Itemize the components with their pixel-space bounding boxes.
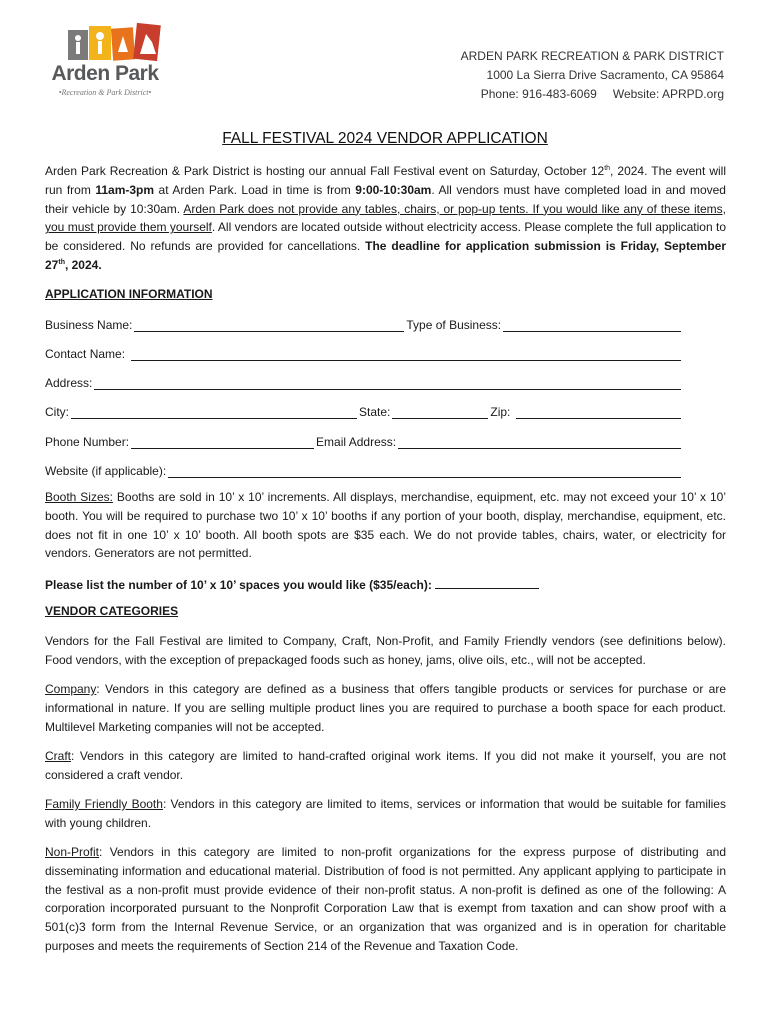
logo-subtitle: •Recreation & Park District• [58,88,152,97]
district-phone: Phone: 916-483-6069 [480,87,597,101]
company-paragraph [45,680,726,736]
vendor-categories-heading: VENDOR CATEGORIES [45,604,179,618]
intro-text-5: . All vendors are located outside without electricity access. Please complete the full application to be considered. No refunds are provided for cancellations. [45,220,726,254]
email-field[interactable] [398,435,681,449]
address-label: Address: [45,376,93,390]
application-heading: APPLICATION INFORMATION [45,287,213,301]
contact-row [45,343,681,361]
district-name: ARDEN PARK RECREATION & PARK DISTRICT [460,49,724,63]
district-header [461,47,724,104]
company-label: Company [45,682,97,696]
spaces-question-text: Please list the number of 10’ x 10’ spaces you would like ($35/each): [45,578,432,592]
page-title: FALL FESTIVAL 2024 VENDOR APPLICATION [222,130,548,147]
booth-sizes-text: Booths are sold in 10’ x 10’ increments. All displays, merchandise, equipment, etc. may not exceed your 10’ x 10’ booth. You will be required to purchase two 10’ x 10’ booths if any portion of your booth, display, merchandise, equipment, etc. does not fit in one 10’ x 10’ booth. All booth spots are $35 each. We do not provide tables, chairs, water, or electricity for vendors. Generators are not permitted. [45,490,727,561]
family-friendly-paragraph [45,795,726,833]
phone-row [45,431,681,449]
business-name-label: Business Name: [45,318,133,332]
website-field[interactable] [168,464,681,478]
deadline-sup: th [58,258,65,266]
deadline-b: , 2024. [64,257,102,272]
spaces-field[interactable] [435,576,539,589]
district-address: 1000 La Sierra Drive Sacramento, CA 95864 [486,68,724,82]
family-friendly-text: : Vendors in this category are limited to items, services or information that would be suitable for families with young children. [45,797,726,830]
intro-text-1: Arden Park Recreation & Park District is hosting our annual Fall Festival event on Saturday, October 12 [45,164,605,178]
phone-label: Phone Number: [45,435,130,449]
zip-label: Zip: [490,405,511,419]
contact-name-field[interactable] [131,347,681,361]
family-friendly-label: Family Friendly Booth [45,797,163,811]
city-row [45,401,681,419]
district-website: Website: APRPD.org [612,87,724,101]
logo-icons [66,22,166,66]
city-label: City: [45,405,69,419]
contact-name-label: Contact Name: [45,347,126,361]
event-time: 11am-3pm [95,182,155,197]
deadline-a: The deadline for application submission is Friday, September 27 [45,239,727,272]
zip-field[interactable] [516,405,681,419]
logo-name: Arden Park [51,62,159,85]
address-row [45,372,681,390]
email-label: Email Address: [316,435,397,449]
non-profit-label: Non-Profit [45,845,100,859]
booth-sizes-label: Booth Sizes: [45,490,113,504]
state-field[interactable] [392,405,488,419]
booth-sizes-paragraph [45,488,726,563]
district-contact [461,85,724,104]
phone-field[interactable] [131,435,314,449]
business-row [45,314,681,332]
intro-text-4: . All vendors must have completed load in and moved their vehicle by 10:30am. [45,182,726,216]
intro-paragraph [45,162,726,275]
craft-text: : Vendors in this category are limited to hand-crafted original work items. If you did not make it yourself, you are not considered a craft vendor. [45,749,726,782]
type-of-business-field[interactable] [503,318,681,332]
arden-park-logo [44,22,166,100]
website-label: Website (if applicable): [45,464,167,478]
no-tables-notice: Arden Park does not provide any tables, chairs, or pop-up tents. If you would like any of these items, you must provide them yourself [45,201,726,235]
load-in-time: 9:00-10:30am [355,182,432,197]
intro-text-2: , 2024. The event will run from [45,164,726,197]
type-of-business-label: Type of Business: [406,318,502,332]
spaces-question [45,576,539,592]
company-text: : Vendors in this category are defined as a business that offers tangible products or services for purchase or are informational in nature. If you are selling multiple product lines you are required to purchase a booth space for each product. Multilevel Marketing companies will not be accepted. [45,682,726,734]
craft-label: Craft [45,749,72,763]
website-row [45,460,681,478]
intro-sup: th [604,165,611,172]
categories-intro: Vendors for the Fall Festival are limited to Company, Craft, Non-Profit, and Family Friendly vendors (see definitions below). Food vendors, with the exception of prepackaged foods such as honey, jams, olive oils, etc., will not be accepted. [45,634,726,667]
non-profit-paragraph [45,843,726,956]
non-profit-text: : Vendors in this category are limited to non-profit organizations for the express purpose of distributing and disseminating information and educational material. Distribution of food is not permitted. Any applicant applying to participate in the festival as a non-profit must provide evidence of their non-profit status. A non-profit is defined as one of the following: A corporation incorporated pursuant to the Nonprofit Corporation Law that is exempt from taxation and can show proof with a 501(c)3 form from the Internal Revenue Service, or an organization that was organized and is in operation for charitable purposes and meets the requirements of Section 214 of the Revenue and Taxation Code. [45,845,726,953]
business-name-field[interactable] [134,318,404,332]
address-field[interactable] [94,376,681,390]
state-label: State: [359,405,391,419]
intro-text-3: at Arden Park. Load in time is from [154,182,356,197]
craft-paragraph [45,747,726,785]
city-field[interactable] [71,405,357,419]
